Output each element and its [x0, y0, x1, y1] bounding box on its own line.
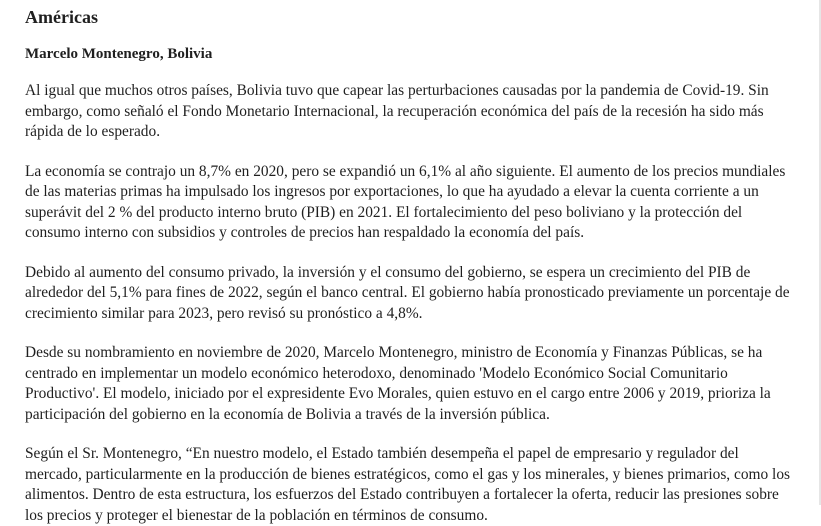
section-title: Américas [25, 7, 98, 27]
article-paragraph-2: La economía se contrajo un 8,7% en 2020, pero se expandió un 6,1% al año siguiente. El aumento de los precios mundiales de las materias primas ha impulsado los ingresos por exportaciones, lo que ha ayudado a elevar la cuenta corriente a un superávit del 2 % del producto interno bruto (PIB) en 2021. El fortalecimiento del peso boliviano y la protección del consumo interno con subsidios y controles de precios han respaldado la economía del país. [25, 162, 786, 241]
article-paragraph-3: Debido al aumento del consumo privado, la inversión y el consumo del gobierno, se espera un crecimiento del PIB de alrededor del 5,1% para fines de 2022, según el banco central. El gobierno había pronosticado previamente un porcentaje de crecimiento similar para 2023, pero revisó su pronóstico a 4,8%. [25, 263, 790, 322]
article-byline: Marcelo Montenegro, Bolivia [25, 46, 213, 62]
article [25, 0, 795, 526]
article-paragraph-1: Al igual que muchos otros países, Bolivia tuvo que capear las perturbaciones causadas por la pandemia de Covid-19. Sin embargo, como señaló el Fondo Monetario Internacional, la recuperación económica del país de la recesión ha sido más rápida de lo esperado. [25, 82, 769, 140]
article-paragraph-5: Según el Sr. Montenegro, “En nuestro modelo, el Estado también desempeña el papel de empresario y regulador del mercado, particularmente en la producción de bienes estratégicos, como el gas y los minerales, y bienes primarios, como los alimentos. Dentro de esta estructura, los esfuerzos del Estado contribuyen a fortalecer la oferta, reducir las presiones sobre los precios y proteger el bienestar de la población en términos de consumo. [25, 445, 791, 524]
article-paragraph-4: Desde su nombramiento en noviembre de 2020, Marcelo Montenegro, ministro de Economía y Finanzas Públicas, se ha centrado en implementar un modelo económico heterodoxo, denominado 'Modelo Económico Social Comunitario Productivo'. El modelo, iniciado por el expresidente Evo Morales, quien estuvo en el cargo entre 2006 y 2019, prioriza la participación del gobierno en la economía de Bolivia a través de la inversión pública. [25, 344, 771, 423]
